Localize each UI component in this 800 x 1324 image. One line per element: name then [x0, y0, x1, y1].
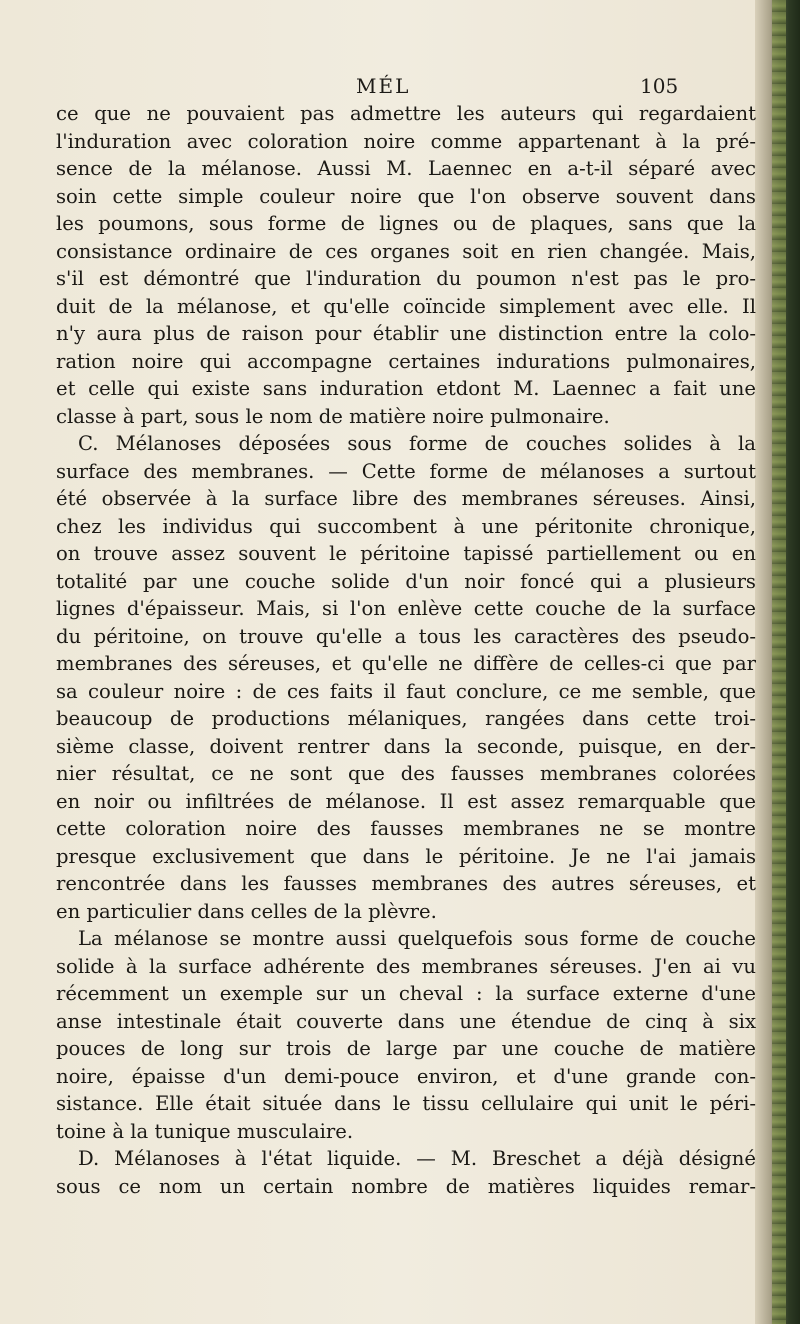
text-line: presque exclusivement que dans le péritoine. Je ne l'ai jamais — [56, 844, 756, 868]
text-line: noire, épaisse d'un demi-pouce environ, et d'une grande con- — [56, 1064, 756, 1088]
section-heading-c: C. Mélanoses déposées sous forme de couches solides à la — [78, 432, 756, 455]
text-line: sous ce nom un certain nombre de matières liquides remar- — [56, 1174, 756, 1198]
text-line: et celle qui existe sans induration etdont M. Laennec a fait une — [56, 377, 756, 400]
body-text — [56, 100, 756, 1200]
text-line: en noir ou infiltrées de mélanose. Il est assez remarquable que — [56, 789, 756, 813]
text-line: en particulier dans celles de la plèvre. — [56, 899, 437, 923]
page-number: 105 — [640, 74, 679, 98]
section-heading-d: D. Mélanoses à l'état liquide. — M. Breschet a déjà désigné — [78, 1147, 756, 1170]
text-line: on trouve assez souvent le péritoine tapissé partiellement ou en — [56, 542, 756, 565]
text-line: chez les individus qui succombent à une péritonite chronique, — [56, 514, 756, 538]
text-line: beaucoup de productions mélaniques, rangées dans cette troi- — [56, 707, 756, 730]
text-line: soin cette simple couleur noire que l'on observe souvent dans — [56, 184, 756, 208]
text-line: sa couleur noire : de ces faits il faut conclure, ce me semble, que — [56, 679, 756, 703]
text-line: anse intestinale était couverte dans une étendue de cinq à six — [56, 1009, 756, 1033]
text-line: toine à la tunique musculaire. — [56, 1119, 354, 1143]
text-line: ration noire qui accompagne certaines indurations pulmonaires, — [56, 349, 756, 373]
text-line: solide à la surface adhérente des membranes séreuses. J'en ai vu — [56, 954, 756, 978]
text-line: surface des membranes. — Cette forme de mélanoses a surtout — [56, 459, 756, 483]
running-head: MÉL — [356, 74, 411, 98]
text-line: La mélanose se montre aussi quelquefois sous forme de couche — [78, 927, 756, 950]
text-line: lignes d'épaisseur. Mais, si l'on enlève cette couche de la surface — [56, 597, 756, 620]
text-line: nier résultat, ce ne sont que des fausses membranes colorées — [56, 762, 756, 785]
text-line: sième classe, doivent rentrer dans la seconde, puisque, en der- — [56, 734, 756, 758]
text-line: rencontrée dans les fausses membranes des autres séreuses, et — [56, 872, 756, 895]
text-line: duit de la mélanose, et qu'elle coïncide simplement avec elle. Il — [56, 294, 756, 318]
text-line: été observée à la surface libre des membranes séreuses. Ainsi, — [56, 487, 756, 510]
text-line: ce que ne pouvaient pas admettre les auteurs qui regardaient — [56, 102, 756, 125]
text-line: n'y aura plus de raison pour établir une distinction entre la colo- — [56, 322, 756, 345]
text-line: sence de la mélanose. Aussi M. Laennec en a-t-il séparé avec — [56, 157, 756, 180]
book-spine-strip — [772, 0, 786, 1324]
text-line: l'induration avec coloration noire comme appartenant à la pré- — [56, 129, 756, 153]
text-line: classe à part, sous le nom de matière noire pulmonaire. — [56, 404, 610, 428]
text-line: sistance. Elle était située dans le tissu cellulaire qui unit le péri- — [56, 1092, 756, 1115]
text-line: récemment un exemple sur un cheval : la surface externe d'une — [56, 982, 756, 1005]
text-line: cette coloration noire des fausses membranes ne se montre — [56, 817, 756, 840]
text-line: consistance ordinaire de ces organes soit en rien changée. Mais, — [56, 239, 756, 263]
text-line: du péritoine, on trouve qu'elle a tous les caractères des pseudo- — [56, 624, 756, 648]
text-line: totalité par une couche solide d'un noir foncé qui a plusieurs — [56, 569, 756, 593]
text-line: pouces de long sur trois de large par une couche de matière — [56, 1037, 756, 1060]
text-line: membranes des séreuses, et qu'elle ne diffère de celles-ci que par — [56, 652, 756, 675]
text-line: les poumons, sous forme de lignes ou de plaques, sans que la — [56, 212, 756, 235]
text-line: s'il est démontré que l'induration du poumon n'est pas le pro- — [56, 267, 756, 290]
